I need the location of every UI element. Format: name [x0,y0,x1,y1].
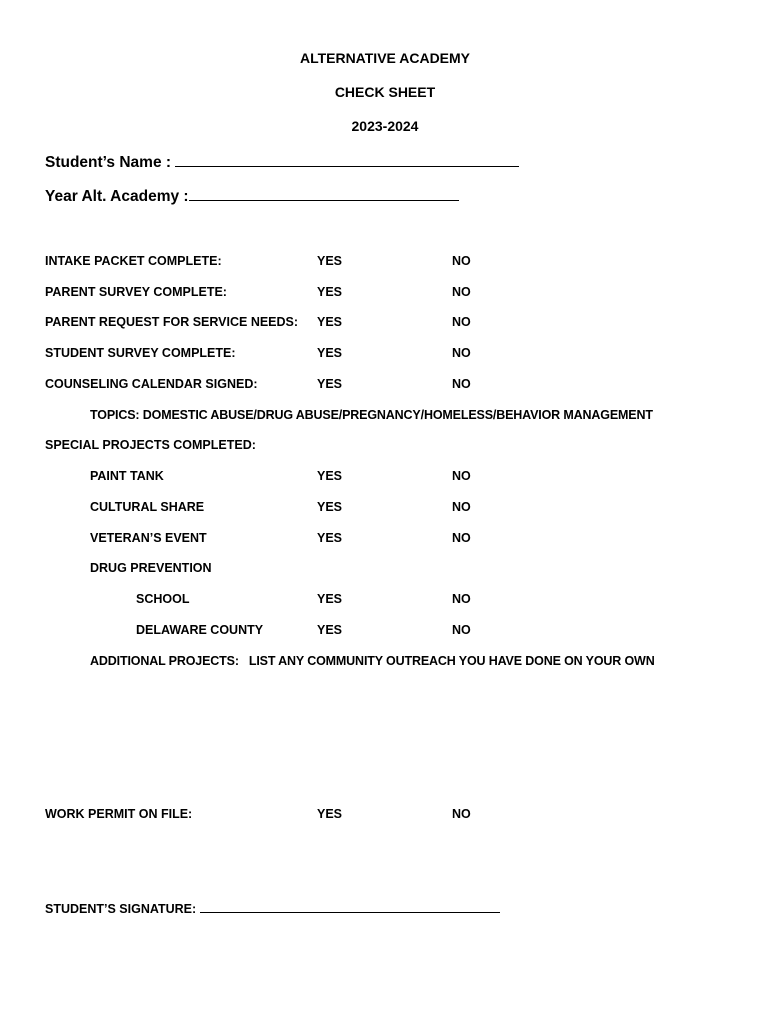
paint-tank-label: PAINT TANK [90,469,164,483]
delaware-county-label: DELAWARE COUNTY [136,623,264,637]
work-permit-no-option[interactable]: NO [452,807,471,821]
cultural-share-no-option[interactable]: NO [452,500,471,514]
student-name-label: Student’s Name : [45,154,172,171]
signature-label: STUDENT’S SIGNATURE: [45,902,197,916]
drug-prevention-heading: DRUG PREVENTION [90,561,212,575]
topics-text: TOPICS: DOMESTIC ABUSE/DRUG ABUSE/PREGNANCY/HOMELESS/BEHAVIOR MANAGEMENT [90,408,653,422]
counseling-yes-option[interactable]: YES [317,377,343,391]
student-name-field [45,152,519,172]
school-label: SCHOOL [136,592,190,606]
parent-request-yes-option[interactable]: YES [317,315,343,329]
school-no-option[interactable]: NO [452,592,471,606]
parent-survey-yes-option[interactable]: YES [317,285,343,299]
intake-packet-label: INTAKE PACKET COMPLETE: [45,254,222,268]
counseling-no-option[interactable]: NO [452,377,471,391]
counseling-calendar-label: COUNSELING CALENDAR SIGNED: [45,377,258,391]
year-alt-academy-line[interactable] [189,186,459,201]
work-permit-label: WORK PERMIT ON FILE: [45,807,193,821]
intake-no-option[interactable]: NO [452,254,471,268]
parent-request-label: PARENT REQUEST FOR SERVICE NEEDS: [45,315,299,329]
work-permit-yes-option[interactable]: YES [317,807,343,821]
document-title: ALTERNATIVE ACADEMY [299,50,471,66]
parent-survey-label: PARENT SURVEY COMPLETE: [45,285,227,299]
delaware-county-yes-option[interactable]: YES [317,623,343,637]
school-year: 2023-2024 [351,118,419,134]
year-alt-academy-field [45,186,459,206]
cultural-share-yes-option[interactable]: YES [317,500,343,514]
paint-tank-no-option[interactable]: NO [452,469,471,483]
delaware-county-no-option[interactable]: NO [452,623,471,637]
special-projects-heading: SPECIAL PROJECTS COMPLETED: [45,438,256,452]
student-survey-label: STUDENT SURVEY COMPLETE: [45,346,236,360]
signature-line[interactable] [200,900,500,913]
additional-projects-text: ADDITIONAL PROJECTS: LIST ANY COMMUNITY OUTREACH YOU HAVE DONE ON YOUR OWN [90,654,655,668]
parent-survey-no-option[interactable]: NO [452,285,471,299]
veterans-event-no-option[interactable]: NO [452,531,471,545]
student-survey-yes-option[interactable]: YES [317,346,343,360]
school-yes-option[interactable]: YES [317,592,343,606]
document-subtitle: CHECK SHEET [334,84,436,100]
student-survey-no-option[interactable]: NO [452,346,471,360]
intake-yes-option[interactable]: YES [317,254,343,268]
student-name-line[interactable] [175,152,519,167]
paint-tank-yes-option[interactable]: YES [317,469,343,483]
year-alt-academy-label: Year Alt. Academy : [45,188,189,205]
signature-field [45,900,500,916]
veterans-event-label: VETERAN’S EVENT [90,531,207,545]
veterans-event-yes-option[interactable]: YES [317,531,343,545]
cultural-share-label: CULTURAL SHARE [90,500,205,514]
parent-request-no-option[interactable]: NO [452,315,471,329]
